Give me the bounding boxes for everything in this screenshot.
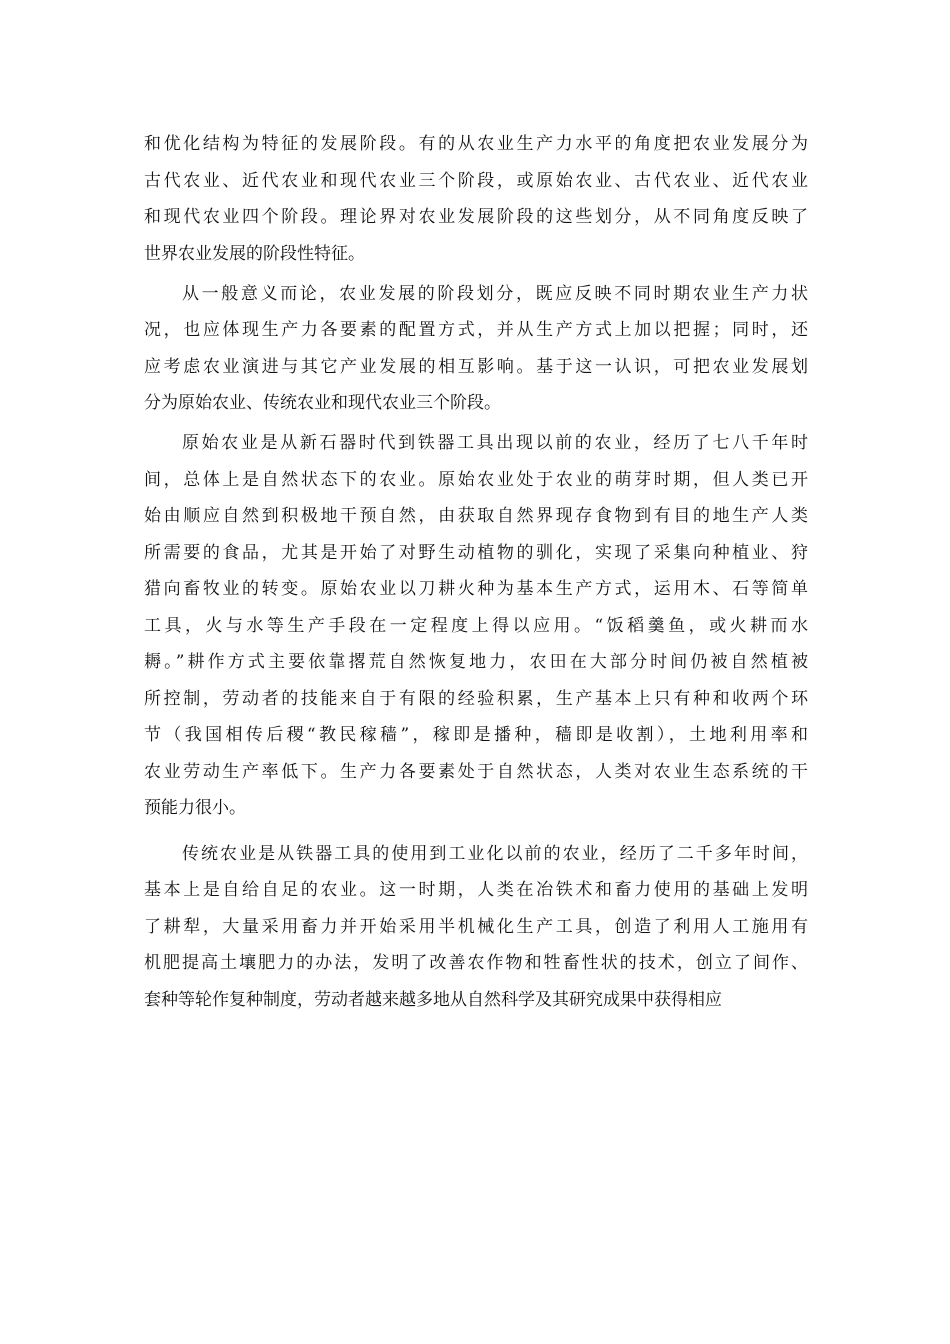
text-line: 了耕犁，大量采用畜力并开始采用半机械化生产工具，创造了利用人工施用有 [144,916,808,937]
text-line: 农业劳动生产率低下。生产力各要素处于自然状态，人类对农业生态系统的干 [144,761,808,782]
text-line: 原始农业是从新石器时代到铁器工具出现以前的农业，经历了七八千年时 [182,433,808,453]
text-line: 节（我国相传后稷“教民稼穑”，稼即是播种，穑即是收割），土地利用率和 [144,725,808,745]
text-line: 预能力很小。 [144,798,246,818]
text-line: 所需要的食品，尤其是开始了对野生动植物的驯化，实现了采集向种植业、狩 [144,542,808,563]
paragraph-2 [144,279,808,425]
text-line: 和优化结构为特征的发展阶段。有的从农业生产力水平的角度把农业发展分为 [144,134,808,154]
text-line: 况，也应体现生产力各要素的配置方式，并从生产方式上加以把握；同时，还 [144,320,808,340]
text-line: 和现代农业四个阶段。理论界对农业发展阶段的这些划分，从不同角度反映了 [144,207,808,227]
text-line: 套种等轮作复种制度，劳动者越来越多地从自然科学及其研究成果中获得相应 [144,989,722,1010]
text-line: 耨。”耕作方式主要依靠撂荒自然恢复地力，农田在大部分时间仍被自然植被 [144,652,808,672]
text-line: 从一般意义而论，农业发展的阶段划分，既应反映不同时期农业生产力状 [182,283,808,304]
text-line: 传统农业是从铁器工具的使用到工业化以前的农业，经历了二千多年时间， [182,843,808,864]
text-line: 始由顺应自然到积极地干预自然，由获取自然界现存食物到有目的地生产人类 [144,506,808,526]
paragraph-1 [144,129,808,275]
text-line: 分为原始农业、传统农业和现代农业三个阶段。 [144,393,501,413]
text-line: 应考虑农业演进与其它产业发展的相互影响。基于这一认识，可把农业发展划 [144,356,808,377]
document-body [144,129,808,1021]
paragraph-4 [144,839,808,1022]
text-line: 所控制，劳动者的技能来自于有限的经验积累，生产基本上只有种和收两个环 [144,688,808,709]
text-line: 间，总体上是自然状态下的农业。原始农业处于农业的萌芽时期，但人类已开 [144,469,808,490]
paragraph-3 [144,428,808,830]
text-line: 基本上是自给自足的农业。这一时期，人类在冶铁术和畜力使用的基础上发明 [144,880,808,900]
paragraph-gap [144,830,808,839]
text-line: 机肥提高土壤肥力的办法，发明了改善农作物和牲畜性状的技术，创立了间作、 [144,953,808,973]
text-line: 工具，火与水等生产手段在一定程度上得以应用。“饭稻羹鱼，或火耕而水 [144,615,808,636]
text-line: 古代农业、近代农业和现代农业三个阶段，或原始农业、古代农业、近代农业 [144,170,808,191]
text-line: 猎向畜牧业的转变。原始农业以刀耕火种为基本生产方式，运用木、石等简单 [144,579,808,599]
text-line: 世界农业发展的阶段性特征。 [144,243,365,264]
